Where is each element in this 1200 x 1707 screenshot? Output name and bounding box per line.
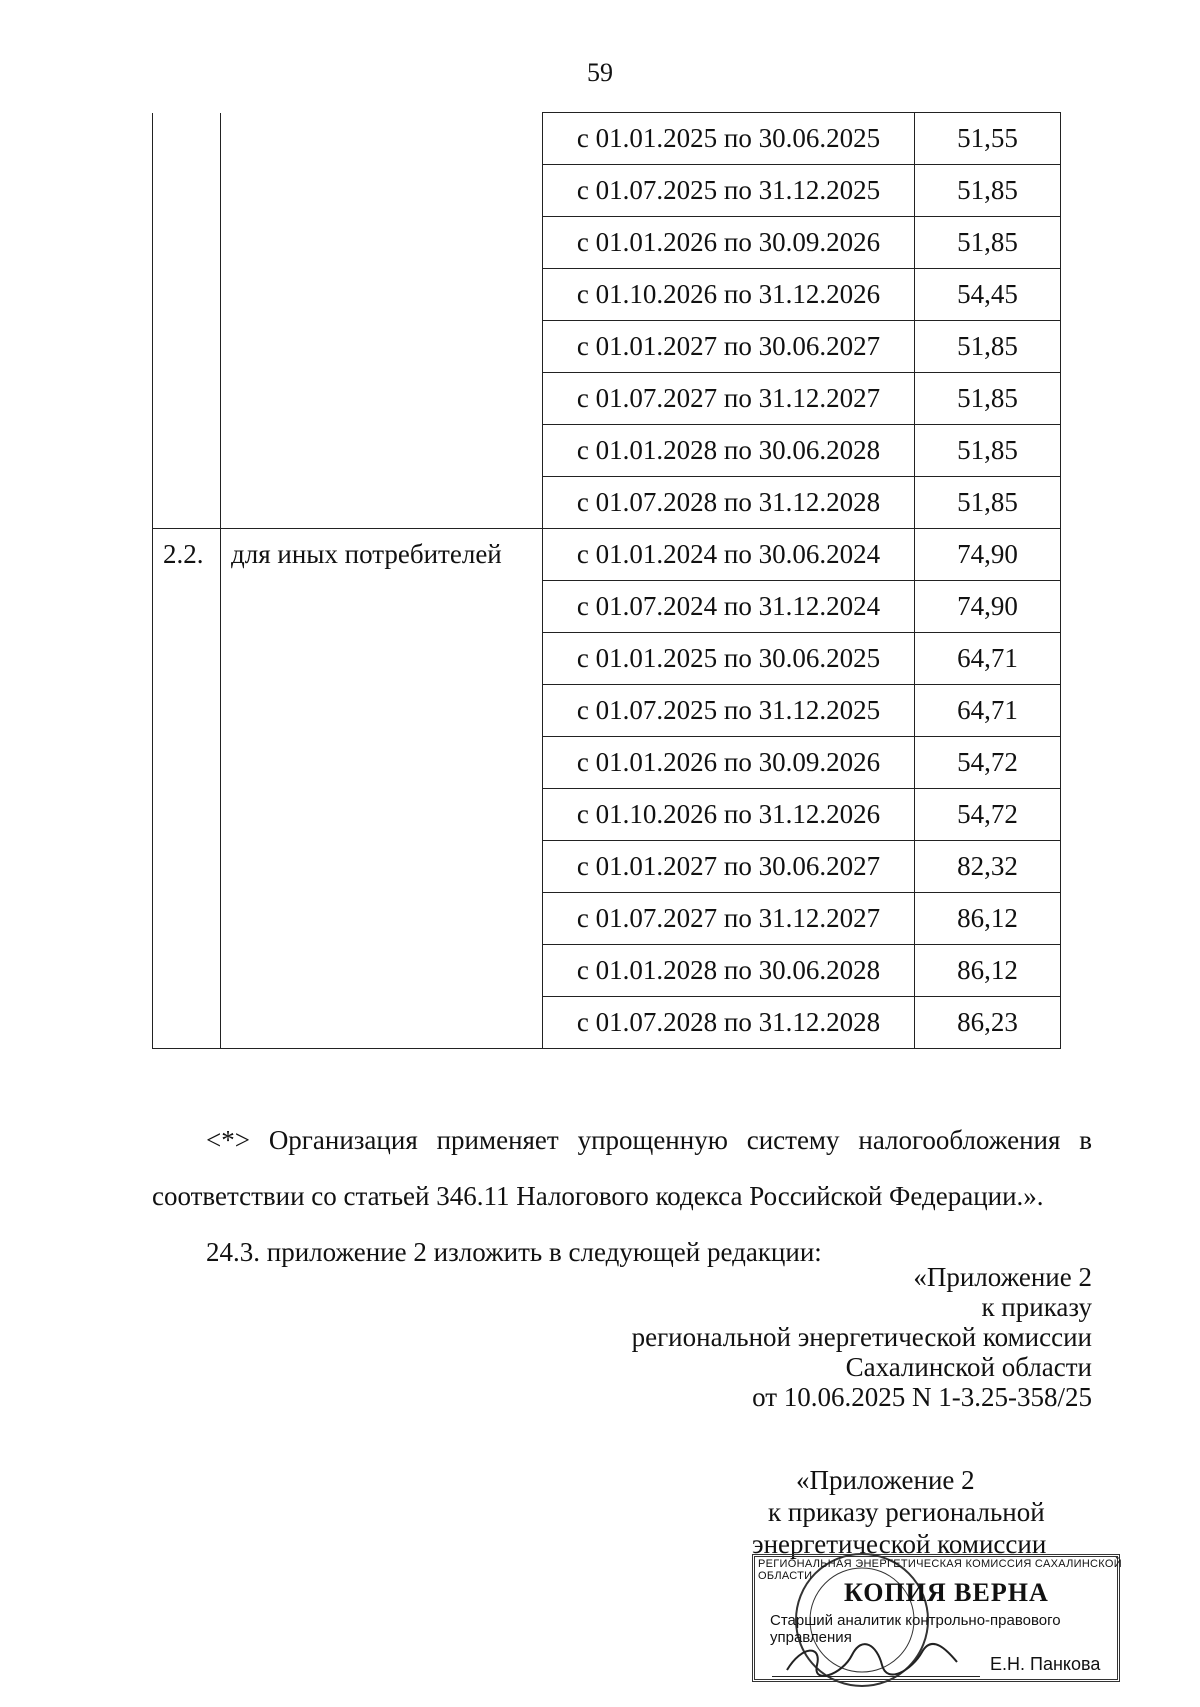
stamp-title: КОПИЯ ВЕРНА [844,1578,1049,1607]
table-row [153,165,1061,217]
row-number [153,633,221,685]
value-cell: 54,72 [915,789,1061,841]
period-cell: с 01.07.2027 по 31.12.2027 [543,373,915,425]
row-name [221,321,543,373]
row-number [153,893,221,945]
row-name [221,841,543,893]
table-row [153,997,1061,1049]
row-number [153,737,221,789]
row-name [221,217,543,269]
row-number: 2.2. [153,529,221,581]
row-number [153,789,221,841]
row-name [221,685,543,737]
value-cell: 64,71 [915,633,1061,685]
value-cell: 74,90 [915,581,1061,633]
table-row [153,373,1061,425]
row-number [153,269,221,321]
period-cell: с 01.01.2026 по 30.09.2026 [543,217,915,269]
period-cell: с 01.07.2025 по 31.12.2025 [543,685,915,737]
row-number [153,113,221,165]
table-row [153,841,1061,893]
appendix-header-line: Сахалинской области [845,1352,1092,1382]
stamp-position: Старший аналитик контрольно-правового управления [770,1612,1061,1646]
tariff-table [152,112,1061,1049]
period-cell: с 01.01.2025 по 30.06.2025 [543,113,915,165]
value-cell: 82,32 [915,841,1061,893]
period-cell: с 01.07.2028 по 31.12.2028 [543,997,915,1049]
row-name [221,165,543,217]
value-cell: 51,85 [915,373,1061,425]
page-number: 59 [587,58,613,87]
row-number [153,945,221,997]
row-name [221,477,543,529]
table-row [153,581,1061,633]
row-name [221,425,543,477]
row-number [153,165,221,217]
value-cell: 86,12 [915,945,1061,997]
row-number [153,997,221,1049]
stamp-header: РЕГИОНАЛЬНАЯ ЭНЕРГЕТИЧЕСКАЯ КОМИССИЯ САХАЛИНСКОЙ ОБЛАСТИ [758,1558,1122,1582]
row-number [153,477,221,529]
row-name [221,737,543,789]
appendix-old-line: «Приложение 2 [796,1465,975,1495]
value-cell: 51,85 [915,165,1061,217]
table-row [153,269,1061,321]
row-name [221,113,543,165]
table-row [153,685,1061,737]
period-cell: с 01.07.2028 по 31.12.2028 [543,477,915,529]
row-number [153,685,221,737]
period-cell: с 01.01.2028 по 30.06.2028 [543,425,915,477]
appendix-header-line: к приказу [981,1292,1092,1322]
appendix-old-line: к приказу региональной [768,1497,1045,1527]
period-cell: с 01.01.2027 по 30.06.2027 [543,841,915,893]
period-cell: с 01.07.2027 по 31.12.2027 [543,893,915,945]
row-number [153,321,221,373]
appendix-header-line: региональной энергетической комиссии [631,1322,1092,1352]
row-number [153,841,221,893]
row-name [221,269,543,321]
table-row [153,789,1061,841]
row-name [221,945,543,997]
footnote-line-2: соответствии со статьей 346.11 Налогового кодекса Российской Федерации.». [152,1181,1044,1211]
period-cell: с 01.10.2026 по 31.12.2026 [543,789,915,841]
appendix-header [632,1262,1092,1412]
certification-stamp [752,1544,1122,1694]
value-cell: 86,12 [915,893,1061,945]
table-row [153,529,1061,581]
period-cell: с 01.07.2025 по 31.12.2025 [543,165,915,217]
value-cell: 51,55 [915,113,1061,165]
signature-icon [782,1640,962,1680]
signature-line [772,1676,980,1677]
table-row [153,425,1061,477]
row-number [153,581,221,633]
period-cell: с 01.01.2027 по 30.06.2027 [543,321,915,373]
stamp-name: Е.Н. Панкова [990,1654,1101,1674]
table-row [153,477,1061,529]
table-row [153,321,1061,373]
row-name [221,633,543,685]
value-cell: 74,90 [915,529,1061,581]
value-cell: 51,85 [915,425,1061,477]
table-row [153,217,1061,269]
table-row [153,633,1061,685]
period-cell: с 01.01.2025 по 30.06.2025 [543,633,915,685]
row-number [153,425,221,477]
row-name [221,581,543,633]
item-24-3: 24.3. приложение 2 изложить в следующей редакции: [206,1237,822,1267]
appendix-header-line: «Приложение 2 [913,1262,1092,1292]
period-cell: с 01.01.2026 по 30.09.2026 [543,737,915,789]
row-number [153,217,221,269]
row-number [153,373,221,425]
value-cell: 51,85 [915,321,1061,373]
value-cell: 54,45 [915,269,1061,321]
appendix-header-line: от 10.06.2025 N 1-3.25-358/25 [752,1382,1092,1412]
row-name [221,789,543,841]
row-name [221,373,543,425]
table-row [153,737,1061,789]
value-cell: 51,85 [915,477,1061,529]
appendix-old-line: энергетической комиссии [752,1529,1047,1559]
value-cell: 64,71 [915,685,1061,737]
value-cell: 51,85 [915,217,1061,269]
table-row [153,945,1061,997]
period-cell: с 01.01.2028 по 30.06.2028 [543,945,915,997]
row-name [221,893,543,945]
table-row [153,113,1061,165]
row-name: для иных потребителей [221,529,543,581]
value-cell: 86,23 [915,997,1061,1049]
value-cell: 54,72 [915,737,1061,789]
table-row [153,893,1061,945]
period-cell: с 01.10.2026 по 31.12.2026 [543,269,915,321]
period-cell: с 01.07.2024 по 31.12.2024 [543,581,915,633]
footnote-line-1: <*> Организация применяет упрощенную систему налогообложения в [206,1125,1092,1155]
period-cell: с 01.01.2024 по 30.06.2024 [543,529,915,581]
row-name [221,997,543,1049]
